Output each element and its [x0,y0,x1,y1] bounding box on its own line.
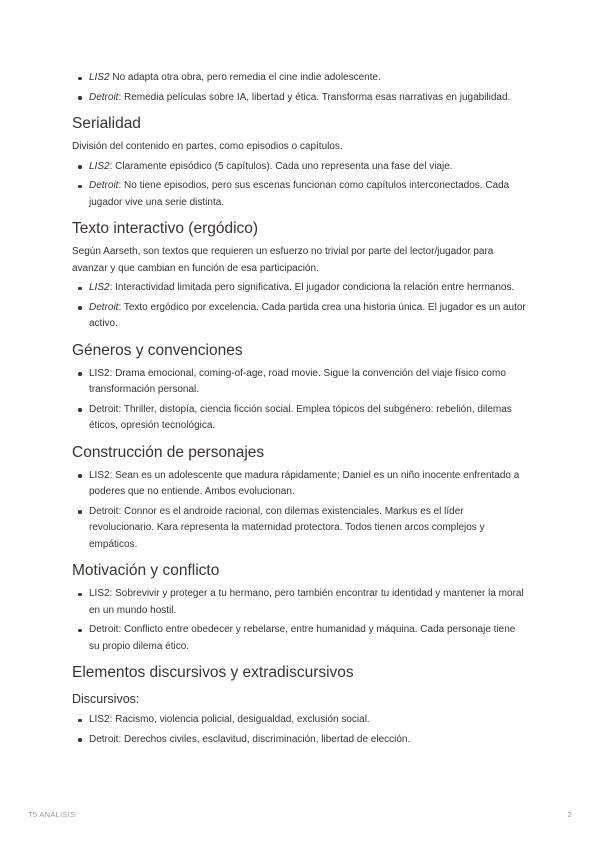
section-heading: Motivación y conflicto [72,562,220,579]
subsection-heading: Discursivos: [72,692,140,706]
list-item [72,159,528,176]
list-item [72,90,528,107]
personajes-list [72,468,528,554]
elementos-list [72,712,528,748]
list-item: LIS2: Drama emocional, coming-of-age, road movie. Sigue la convención del viaje físico como transformación personal. [72,366,528,399]
page-number: 2 [567,810,572,819]
item-text: : No tiene episodios, pero sus escenas funcionan como capítulos interconectados. Cada jugador vive una serie distinta. [89,180,510,208]
section-heading: Texto interactivo (ergódico) [72,220,259,237]
item-lead: Detroit [89,91,119,103]
list-item [72,178,528,211]
section-heading: Construcción de personajes [72,443,265,461]
item-lead: Detroit [89,180,119,191]
section-heading: Géneros y convenciones [72,341,243,359]
item-lead: Detroit [89,301,119,313]
list-item: LIS2: Sean es un adolescente que madura rápidamente; Daniel es un niño inocente enfrentado a poderes que no entiende. Ambos evolucionan. [72,468,528,501]
footer-title: T5 ANÁLISIS [28,810,76,819]
motivacion-list [72,586,528,655]
item-lead: LIS2 [89,160,110,172]
list-item [72,70,528,87]
document-page [72,70,528,751]
item-lead: LIS2 [89,72,110,83]
serialidad-list [72,159,528,212]
intro-list [72,70,528,106]
section-description: División del contenido en partes, como episodios o capítulos. [72,141,343,152]
list-item: Detroit: Conflicto entre obedecer y rebelarse, entre humanidad y máquina. Cada personaje tiene su propio dilema ético. [72,622,528,655]
list-item: Detroit: Derechos civiles, esclavitud, discriminación, libertad de elección. [72,732,528,749]
section-heading: Serialidad [72,115,141,132]
list-item: Detroit: Connor es el androide racional, con dilemas existenciales. Markus es el líder revolucionario. Kara representa la maternidad protectora. Todos tienen arcos complejos y empáticos. [72,504,528,554]
item-text: No adapta otra obra, pero remedia el cine indie adolescente. [109,72,381,83]
item-text: : Remedia películas sobre IA, libertad y ética. Transforma esas narrativas en jugabilidad. [118,91,511,103]
list-item: Detroit: Thriller, distopía, ciencia ficción social. Emplea tópicos del subgénero: rebelión, dilemas éticos, opresión tecnológica. [72,402,528,435]
item-text: : Claramente episódico (5 capítulos). Cada uno representa una fase del viaje. [109,160,453,172]
list-item [72,300,528,333]
list-item: LIS2: Racismo, violencia policial, desigualdad, exclusión social. [72,712,528,729]
generos-list [72,366,528,435]
list-item: LIS2: Sobrevivir y proteger a tu hermano, pero también encontrar tu identidad y mantener la moral en un mundo hostil. [72,586,528,619]
section-description: Según Aarseth, son textos que requieren un esfuerzo no trivial por parte del lector/jugador para avanzar y que cambian en función de esa participación. [72,246,494,274]
item-text: : Texto ergódico por excelencia. Cada partida crea una historia única. El jugador es un autor activo. [89,301,526,329]
page-footer [28,810,572,819]
item-text: : Interactividad limitada pero significativa. El jugador condiciona la relación entre hermanos. [109,282,515,293]
texto-list [72,280,528,333]
item-lead: LIS2 [89,282,110,293]
section-heading: Elementos discursivos y extradiscursivos [72,664,354,681]
list-item [72,280,528,297]
